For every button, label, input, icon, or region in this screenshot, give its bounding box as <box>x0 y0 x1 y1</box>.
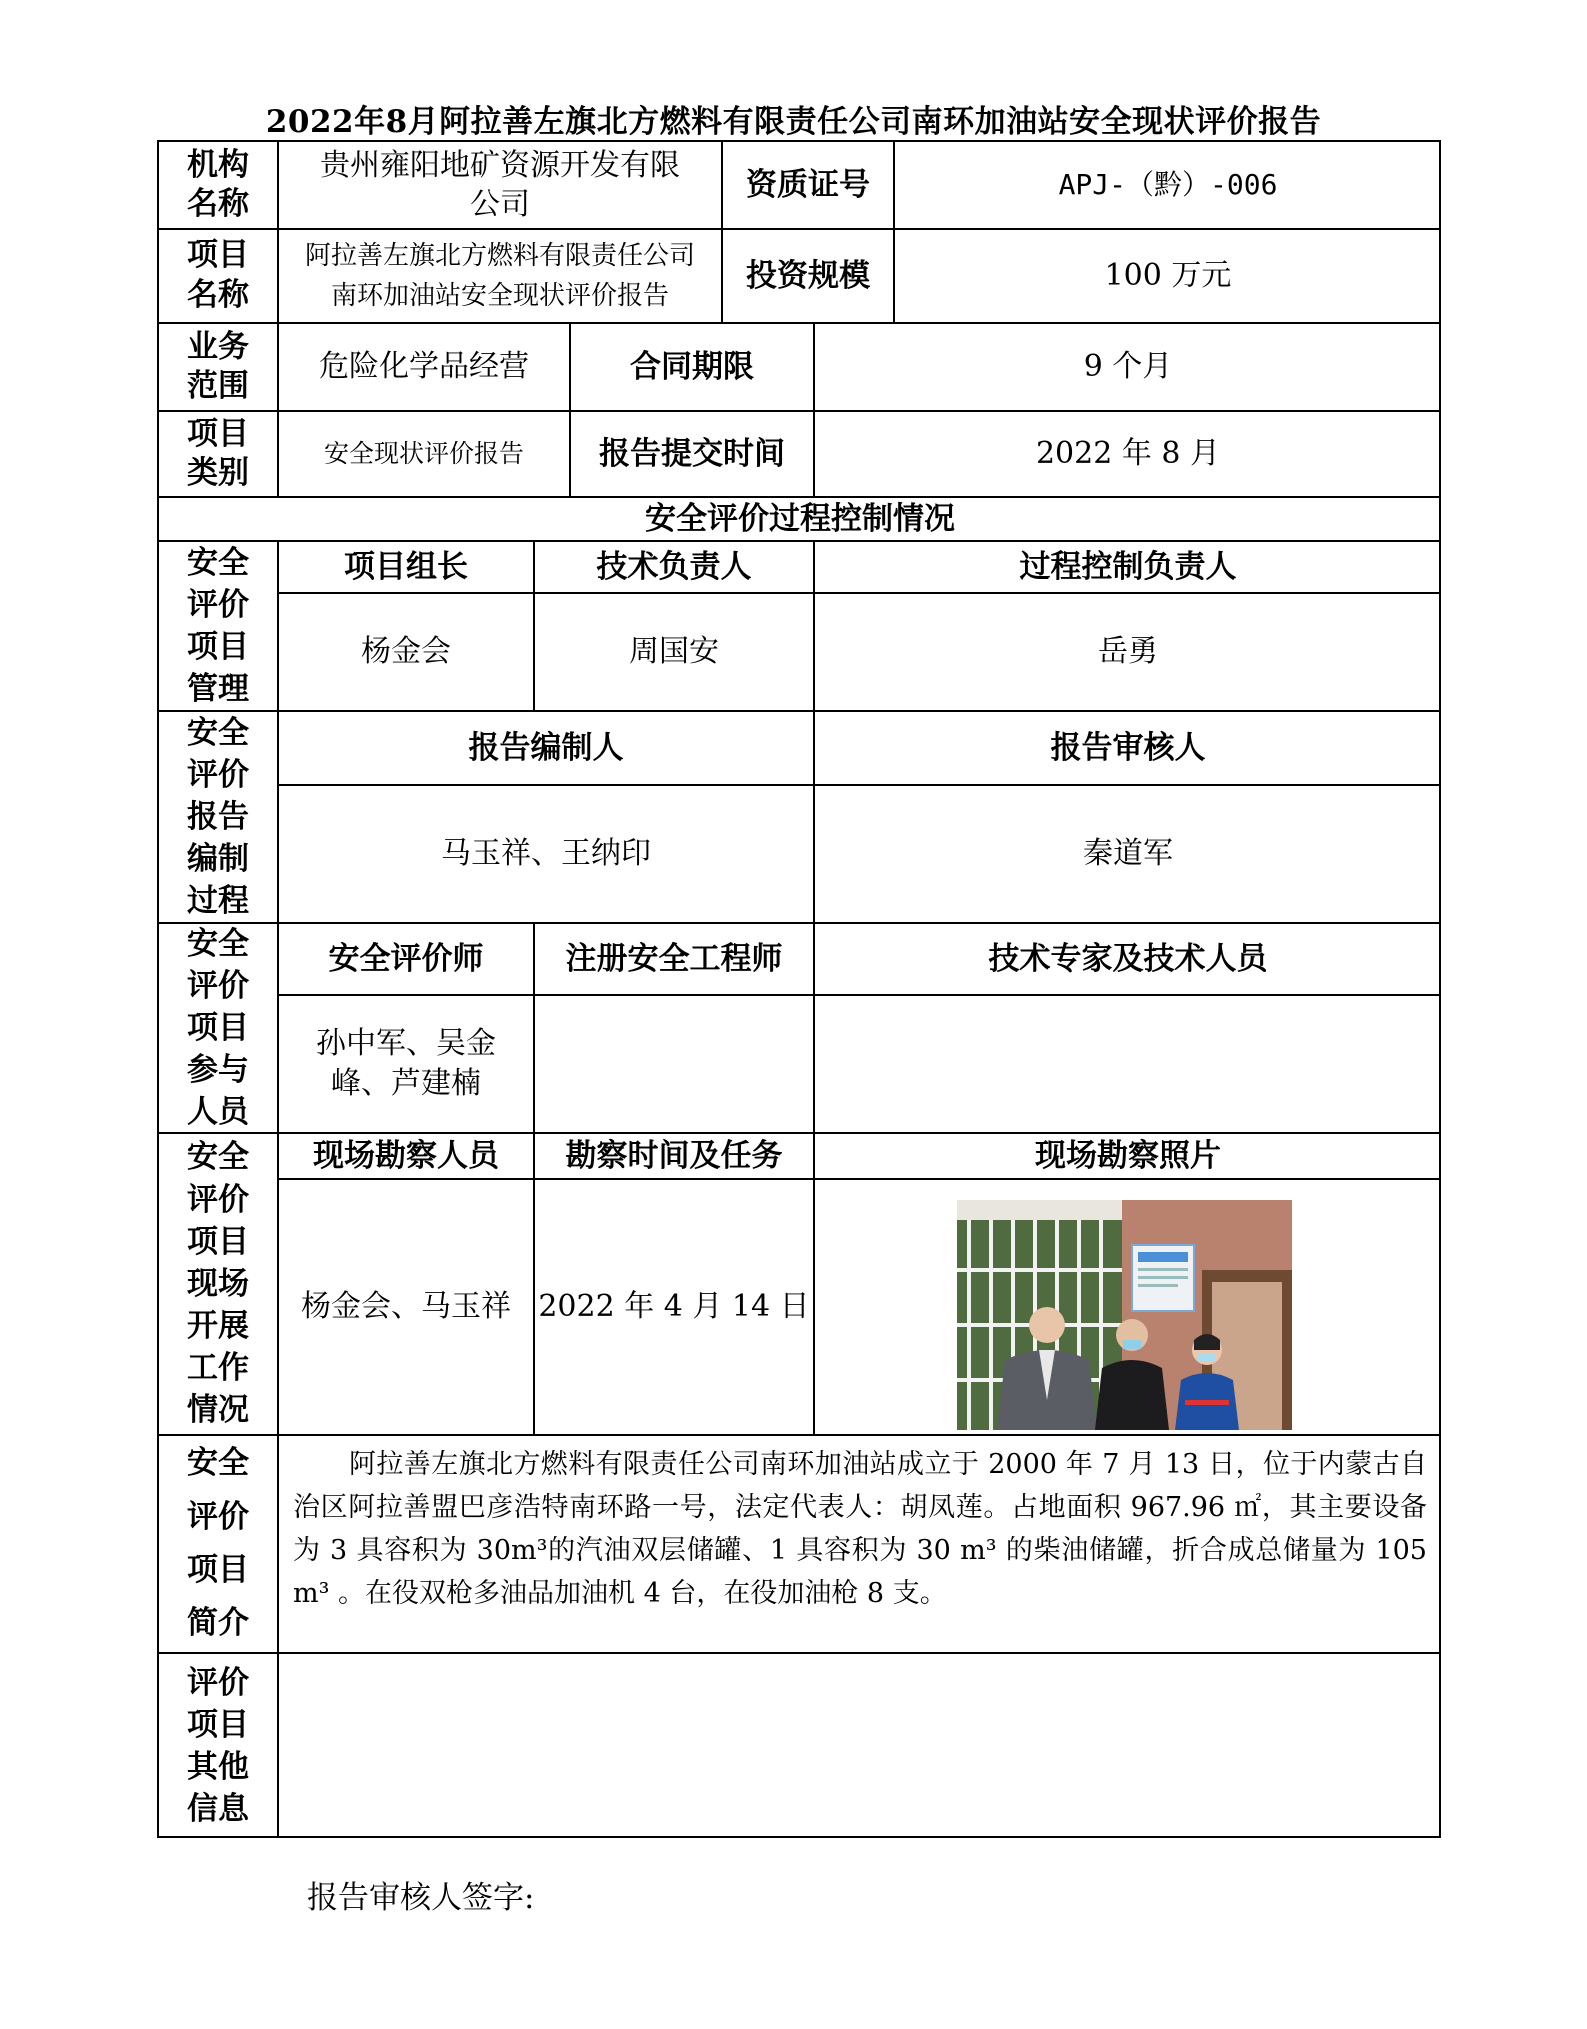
management-label: 安全 评价 项目 管理 <box>157 540 277 710</box>
intro-label: 安全 评价 项目 简介 <box>157 1434 277 1652</box>
survey-photo <box>957 1200 1292 1430</box>
org-label: 机构 名称 <box>157 140 277 228</box>
business-value: 危险化学品经营 <box>277 322 569 410</box>
project-value: 阿拉善左旗北方燃料有限责任公司 南环加油站安全现状评价报告 <box>277 228 721 322</box>
team-leader-value: 杨金会 <box>277 592 533 710</box>
submit-value: 2022 年 8 月 <box>813 410 1441 496</box>
survey-time-header: 勘察时间及任务 <box>533 1132 813 1178</box>
surveyors-value: 杨金会、马玉祥 <box>277 1178 533 1434</box>
reviewer-value: 秦道军 <box>813 784 1441 922</box>
safety-engineer-value <box>533 994 813 1132</box>
reviewer-signature-label: 报告审核人签字: <box>307 1880 535 1916</box>
tech-lead-header: 技术负责人 <box>533 540 813 592</box>
surveyors-header: 现场勘察人员 <box>277 1132 533 1178</box>
team-leader-header: 项目组长 <box>277 540 533 592</box>
experts-value <box>813 994 1441 1132</box>
process-control-header: 过程控制负责人 <box>813 540 1441 592</box>
participants-label: 安全 评价 项目 参与 人员 <box>157 922 277 1132</box>
invest-value: 100 万元 <box>893 228 1441 322</box>
other-label: 评价 项目 其他 信息 <box>157 1652 277 1838</box>
invest-label: 投资规模 <box>721 228 893 322</box>
intro-paragraph: 阿拉善左旗北方燃料有限责任公司南环加油站成立于 2000 年 7 月 13 日，位于内蒙古自治区阿拉善盟巴彦浩特南环路一号，法定代表人：胡凤莲。占地面积 967.96 ㎡，其主要设备为 3 具容积为 30m³的汽油双层储罐、1 具容积为 30 m³ 的柴油储罐，折合成总储量为 105 m³ 。在役双枪多油品加油机 4 台，在役加油枪 8 支。 <box>293 1449 1427 1609</box>
business-label: 业务 范围 <box>157 322 277 410</box>
intro-text <box>279 1443 1441 1615</box>
compilation-label: 安全 评价 报告 编制 过程 <box>157 710 277 922</box>
category-label: 项目 类别 <box>157 410 277 496</box>
contract-value: 9 个月 <box>813 322 1441 410</box>
evaluator-header: 安全评价师 <box>277 922 533 994</box>
cert-value: APJ-（黔）-006 <box>893 140 1441 228</box>
survey-label: 安全 评价 项目 现场 开展 工作 情况 <box>157 1132 277 1434</box>
document-title: 2022年8月阿拉善左旗北方燃料有限责任公司南环加油站安全现状评价报告 <box>265 104 1322 140</box>
category-value: 安全现状评价报告 <box>277 410 569 496</box>
process-control-value: 岳勇 <box>813 592 1441 710</box>
compiler-header: 报告编制人 <box>277 710 813 784</box>
survey-time-value: 2022 年 4 月 14 日 <box>533 1178 813 1434</box>
submit-label: 报告提交时间 <box>569 410 813 496</box>
survey-photo-header: 现场勘察照片 <box>813 1132 1441 1178</box>
compiler-value: 马玉祥、王纳印 <box>277 784 813 922</box>
reviewer-header: 报告审核人 <box>813 710 1441 784</box>
safety-engineer-header: 注册安全工程师 <box>533 922 813 994</box>
process-header: 安全评价过程控制情况 <box>157 496 1441 540</box>
experts-header: 技术专家及技术人员 <box>813 922 1441 994</box>
evaluator-value: 孙中军、吴金 峰、芦建楠 <box>277 994 533 1132</box>
project-label: 项目 名称 <box>157 228 277 322</box>
org-value: 贵州雍阳地矿资源开发有限 公司 <box>277 140 721 228</box>
cert-label: 资质证号 <box>721 140 893 228</box>
other-value <box>277 1652 1441 1838</box>
contract-label: 合同期限 <box>569 322 813 410</box>
tech-lead-value: 周国安 <box>533 592 813 710</box>
